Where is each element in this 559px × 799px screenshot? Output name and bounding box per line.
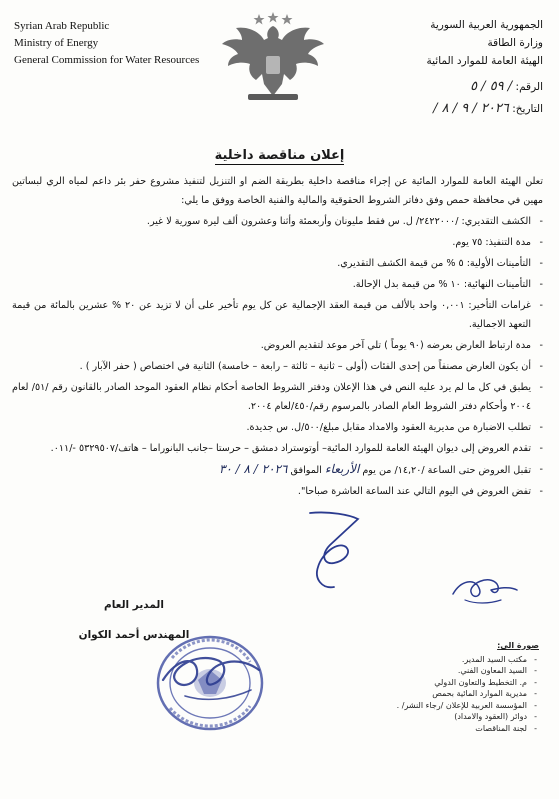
clause-classification: - أن يكون العارض مصنفاً من إحدى الفئات (أولى – ثانية – ثالثة – رابعة – خامسة) الثانية في اختصاص ( حفر الآبار ) . [12, 357, 543, 376]
clause-estimate: - الكشف التقديري: /٢٤٢٢٠٠٠/ ل. س فقط مليونان وأربعمئة وأثنا وعشرون ألف ليرة سورية لا غير. [12, 212, 543, 231]
signatory-name: المهندس أحمد الكوان [78, 629, 190, 641]
letter-date [426, 100, 543, 118]
clause-final-guarantee: - التأمينات النهائية: ١٠ % من قيمة بدل الإحالة. [12, 275, 543, 294]
manager-signature [155, 640, 265, 710]
clause-opening: - تفض العروض في اليوم التالي عند الساعة العاشرة صباحا". [12, 482, 543, 501]
deadline-agreed-label: الموافق [290, 465, 322, 476]
date-label: التاريخ: [512, 103, 543, 115]
reference-value: / ٥٩ / ٥ [470, 79, 513, 94]
header-arabic [426, 16, 543, 118]
copy-recipient: - المؤسسة العربية للإعلان /رجاء النشر/ . [397, 700, 527, 712]
header-en-country: Syrian Arab Republic [14, 20, 110, 32]
copy-recipient: - لجنة المناقصات [397, 723, 527, 735]
reference-number [426, 78, 543, 96]
clause-submission-address: - تقدم العروض إلى ديوان الهيئة العامة للموارد المائية– أوتوستراد دمشق – حرستا –جانب البانوراما – هاتف/٥٣٢٩٥٠٧ -/٠١١. [12, 439, 543, 458]
syrian-eagle-emblem-icon [218, 10, 328, 105]
signatory-title: المدير العام [104, 599, 164, 611]
clause-bid-validity: - مدة ارتباط العارض بعرضه (٩٠ يوماً ) تلي آخر موعد لتقديم العروض. [12, 336, 543, 355]
date-value: ٢٠٢٦ / ٩ / ٨ / [433, 101, 509, 116]
deadline-date: ٢٠٢٦ / ٨ / ٣٠ [218, 462, 288, 476]
reference-label: الرقم: [515, 81, 543, 93]
copies-list [397, 654, 539, 735]
clause-file-fee: - تطلب الاضبارة من مديرية العقود والامداد مقابل مبلغ/٥٠٠/ل. س جديدة. [12, 418, 543, 437]
header-ar-commission: الهيئة العامة للموارد المائية [426, 55, 543, 67]
clause-applicable-law: - يطبق في كل ما لم يرد عليه النص في هذا الإعلان ودفتر الشروط الخاصة أحكام نظام العقود الموحد الصادر بالقانون رقم /٥١/ لعام ٢٠٠٤ وأحكام دفتر الشروط العام الصادر بالمرسوم رقم/٤٥٠/لعام ٢٠٠٤. [12, 378, 543, 416]
header-en-commission: General Commission for Water Resources [14, 54, 200, 66]
copy-recipient: - مديرية الموارد المائية بحمص [397, 688, 527, 700]
header-english [14, 18, 199, 69]
copies-to [397, 640, 539, 734]
handwritten-signature [300, 505, 370, 595]
announcement-title: إعلان مناقصة داخلية [214, 148, 345, 163]
copy-recipient: - مكتب السيد المدير. [397, 654, 527, 666]
deadline-day: الأربعاء [324, 462, 360, 476]
clause-delay-penalty: - غرامات التأخير: ٠,٠٠١ واحد بالألف من قيمة العقد الإجمالية عن كل يوم تأخير على أن لا تزيد عن ٢٠ % عشرين بالمائة من قيمة التعهد الاجمالية. [12, 296, 543, 334]
initials-signature [445, 560, 525, 610]
clauses-list [12, 212, 543, 501]
clause-deadline [12, 460, 543, 480]
header-ar-country: الجمهورية العربية السورية [430, 19, 543, 31]
copy-recipient: - دوائر (العقود والامداد) [397, 711, 527, 723]
deadline-text: تقبل العروض حتى الساعة /١٤,٢٠/ من يوم [362, 465, 531, 476]
copy-recipient: - السيد المعاون الفني. [397, 665, 527, 677]
announcement-body [12, 172, 543, 503]
header-ar-ministry: وزارة الطاقة [487, 37, 543, 49]
clause-duration: - مدة التنفيذ: ٧٥ يوم. [12, 233, 543, 252]
copy-recipient: - م. التخطيط والتعاون الدولي [397, 677, 527, 689]
intro-paragraph: تعلن الهيئة العامة للموارد المائية عن إجراء مناقصة داخلية بطريقة الضم او التنزيل لتنفيذ مشروع حفر بئر داعم لمياه الري لبساتين مهين في محافظة حمص وفق دفاتر الشروط الحقوقية والمالية والفنية الخاصة ووفق ما يلي: [12, 176, 543, 206]
clause-initial-guarantee: - التأمينات الأولية: ٥ % من قيمة الكشف التقديري. [12, 254, 543, 273]
header-en-ministry: Ministry of Energy [14, 37, 99, 49]
copies-to-title: صورة الى: [497, 641, 539, 650]
